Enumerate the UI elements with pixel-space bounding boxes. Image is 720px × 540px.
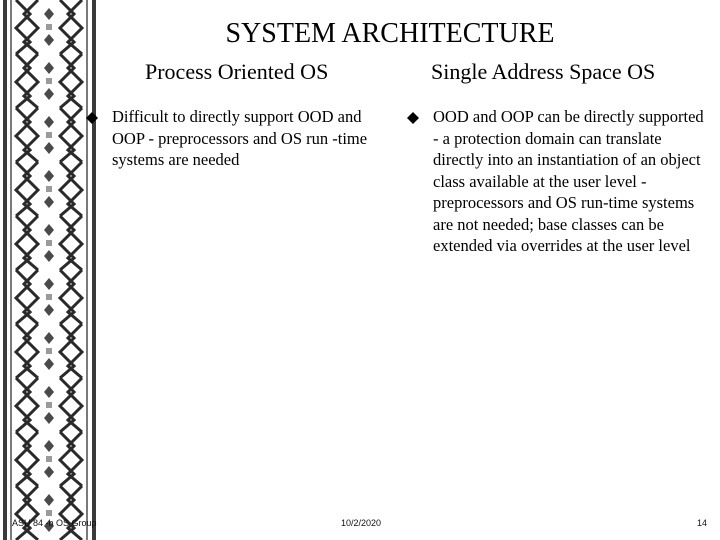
diamond-bullet-icon [407, 112, 419, 124]
right-bullet-text: OOD and OOP can be directly supported - a protection domain can translate directly into an instantiation of an object class available at the user level - preprocessors and OS run-time systems are not needed; base classes can be extended via overrides at the user level [433, 107, 704, 255]
left-bullet-text: Difficult to directly support OOD and OOP - preprocessors and OS run -time systems are needed [112, 107, 368, 169]
border-pattern-graphic [0, 0, 100, 540]
diamond-bullet-icon [86, 112, 98, 124]
left-column-heading: Process Oriented OS [145, 59, 329, 84]
slide-title: SYSTEM ARCHITECTURE [225, 18, 555, 49]
footer-group-label: ASU 84 -b OS Group [12, 518, 97, 528]
right-column-heading: Single Address Space OS [431, 59, 656, 84]
footer-date: 10/2/2020 [341, 518, 382, 528]
decorative-border-pattern [0, 0, 100, 540]
footer-page-number: 14 [697, 518, 708, 528]
